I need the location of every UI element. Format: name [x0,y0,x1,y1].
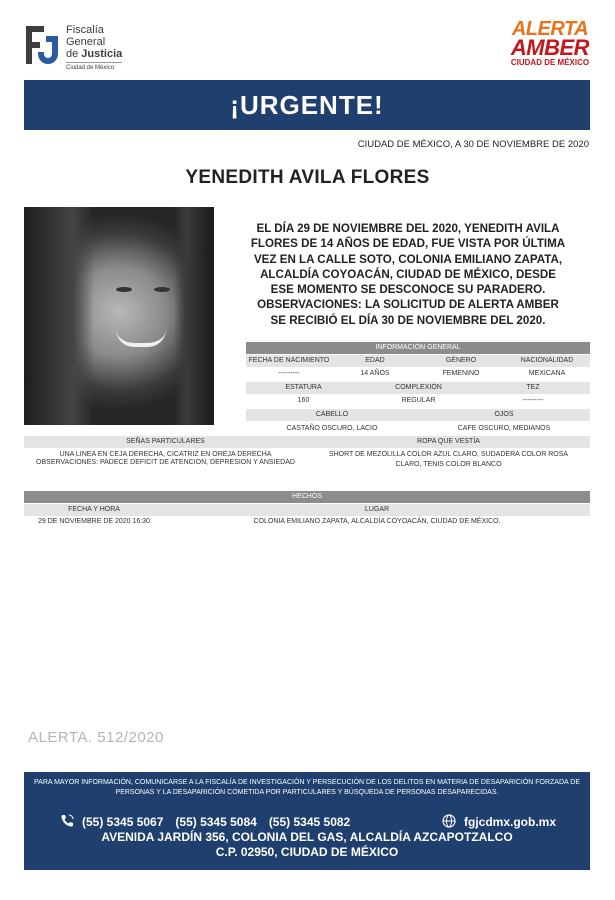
fgj-line1: Fiscalía [66,24,104,36]
value-lugar: COLONIA EMILIANO ZAPATA, ALCALDÍA COYOACÁN, CIUDAD DE MÉXICO. [253,518,501,525]
hechos-title: HECHOS [24,491,590,503]
website-link[interactable]: fgjcdmx.gob.mx [464,815,557,829]
banner-title: ¡URGENTE! [230,90,384,120]
amber-top: ALERTA [511,18,589,40]
date-line: CIUDAD DE MÉXICO, A 30 DE NOVIEMBRE DE 2020 [357,139,589,150]
footer [24,772,590,870]
value-ropa: SHORT DE MEZOLILLA COLOR AZUL CLARO, SUDADERA COLOR ROSA CLARO, TENIS COLOR BLANCO [328,451,569,468]
header-ropa: ROPA QUE VESTÍA [417,438,480,445]
header-cabello: CABELLO [315,411,349,418]
phone-icon [60,814,74,828]
header-tez: TEZ [526,384,540,391]
phone-3[interactable]: (55) 5345 5082 [268,815,351,829]
phone-list [60,814,362,829]
photo-eye-left [116,287,132,292]
photo-hair-left [24,207,94,425]
website [442,814,556,829]
fgj-logo-icon [24,22,64,70]
header-nacionalidad: NACIONALIDAD [520,357,574,364]
value-complexion: REGULAR [401,397,436,404]
fgj-sub: Ciudad de México [66,62,122,73]
urgent-banner [24,80,590,130]
address-line1: AVENIDA JARDÍN 356, COLONIA DEL GAS, ALCALDÍA AZCAPOTZALCO [101,830,513,844]
phone-2[interactable]: (55) 5345 5084 [175,815,257,829]
globe-icon [442,814,456,828]
address-line2: C.P. 02950, CIUDAD DE MÉXICO [215,845,399,859]
alert-number: ALERTA. 512/2020 [28,729,164,746]
value-fecha-nacimiento: --------- [278,370,300,377]
description: EL DÍA 29 DE NOVIEMBRE DEL 2020, YENEDITH AVILA FLORES DE 14 AÑOS DE EDAD, FUE VISTA POR ÚLTIMA VEZ EN LA CALLE SOTO, COLONIA EMILIANO ZAPATA, ALCALDÍA COYOACÁN, CIUDAD DE MÉXICO, DESDE ESE MOMENTO SE DESCONOCE SU PARADERO. OBSERVACIONES: LA SOLICITUD DE ALERTA AMBER SE RECIBIÓ EL DÍA 30 DE NOVIEMBRE DEL 2020. [250,222,566,327]
person-name: YENEDITH AVILA FLORES [185,167,430,188]
header-ojos: OJOS [494,411,514,418]
person-photo [24,207,214,425]
photo-smile [116,329,166,347]
header [0,0,615,78]
header-edad: EDAD [365,357,385,364]
fgj-name [66,24,122,73]
footer-info: PARA MAYOR INFORMACIÓN, COMUNICARSE A LA FISCALÍA DE INVESTIGACIÓN Y PERSECUCIÓN DE LOS DELITOS EN MATERIA DE DESAPARICIÓN FORZADA DE PERSONAS Y LA DESAPARICIÓN COMETIDA POR PARTICULARES Y BÚSQUEDA DE PERSONAS DESAPARECIDAS. [34,779,580,796]
fgj-line2: General [66,36,106,48]
header-senas-particulares: SEÑAS PARTICULARES [126,438,205,445]
header-lugar: LUGAR [364,506,390,513]
phone-1[interactable]: (55) 5345 5067 [82,815,164,829]
value-senas-line2: OBSERVACIONES: PADECE DEFICIT DE ATENCION, DEPRESION Y ANSIEDAD [36,459,295,466]
amber-bot: CIUDAD DE MÉXICO [510,58,590,67]
alerta-amber-logo [504,20,596,76]
header-fecha-hora: FECHA Y HORA [68,506,120,513]
general-info-title: INFORMACIÓN GENERAL [246,342,590,354]
amber-mid: AMBER [510,35,590,60]
value-estatura: 160 [297,397,310,404]
value-senas-line1: UNA LINEA EN CEJA DERECHA, CICATRIZ EN OREJA DERECHA [59,451,272,458]
header-estatura: ESTATURA [285,384,322,391]
value-tez: --------- [522,397,544,404]
value-cabello: CASTAÑO OSCURO, LACIO [286,425,378,432]
value-nacionalidad: MEXICANA [528,370,566,377]
value-genero: FEMENINO [442,370,480,377]
value-edad: 14 AÑOS [360,370,390,377]
value-fecha-hora: 29 DE NOVIEMBRE DE 2020 16:30 [37,518,151,525]
fgj-line3 [66,48,122,60]
value-ojos: CAFE OSCURO, MEDIANOS [457,425,551,432]
fgj-line3-prefix: de [66,48,82,60]
photo-hair-right [174,207,214,425]
fgj-line3-strong: Justicia [81,48,123,60]
header-complexion: COMPLEXIÓN [395,384,442,391]
header-genero: GÉNERO [445,357,477,364]
photo-eye-right [154,287,170,292]
header-fecha-nacimiento: FECHA DE NACIMIENTO [248,357,330,364]
